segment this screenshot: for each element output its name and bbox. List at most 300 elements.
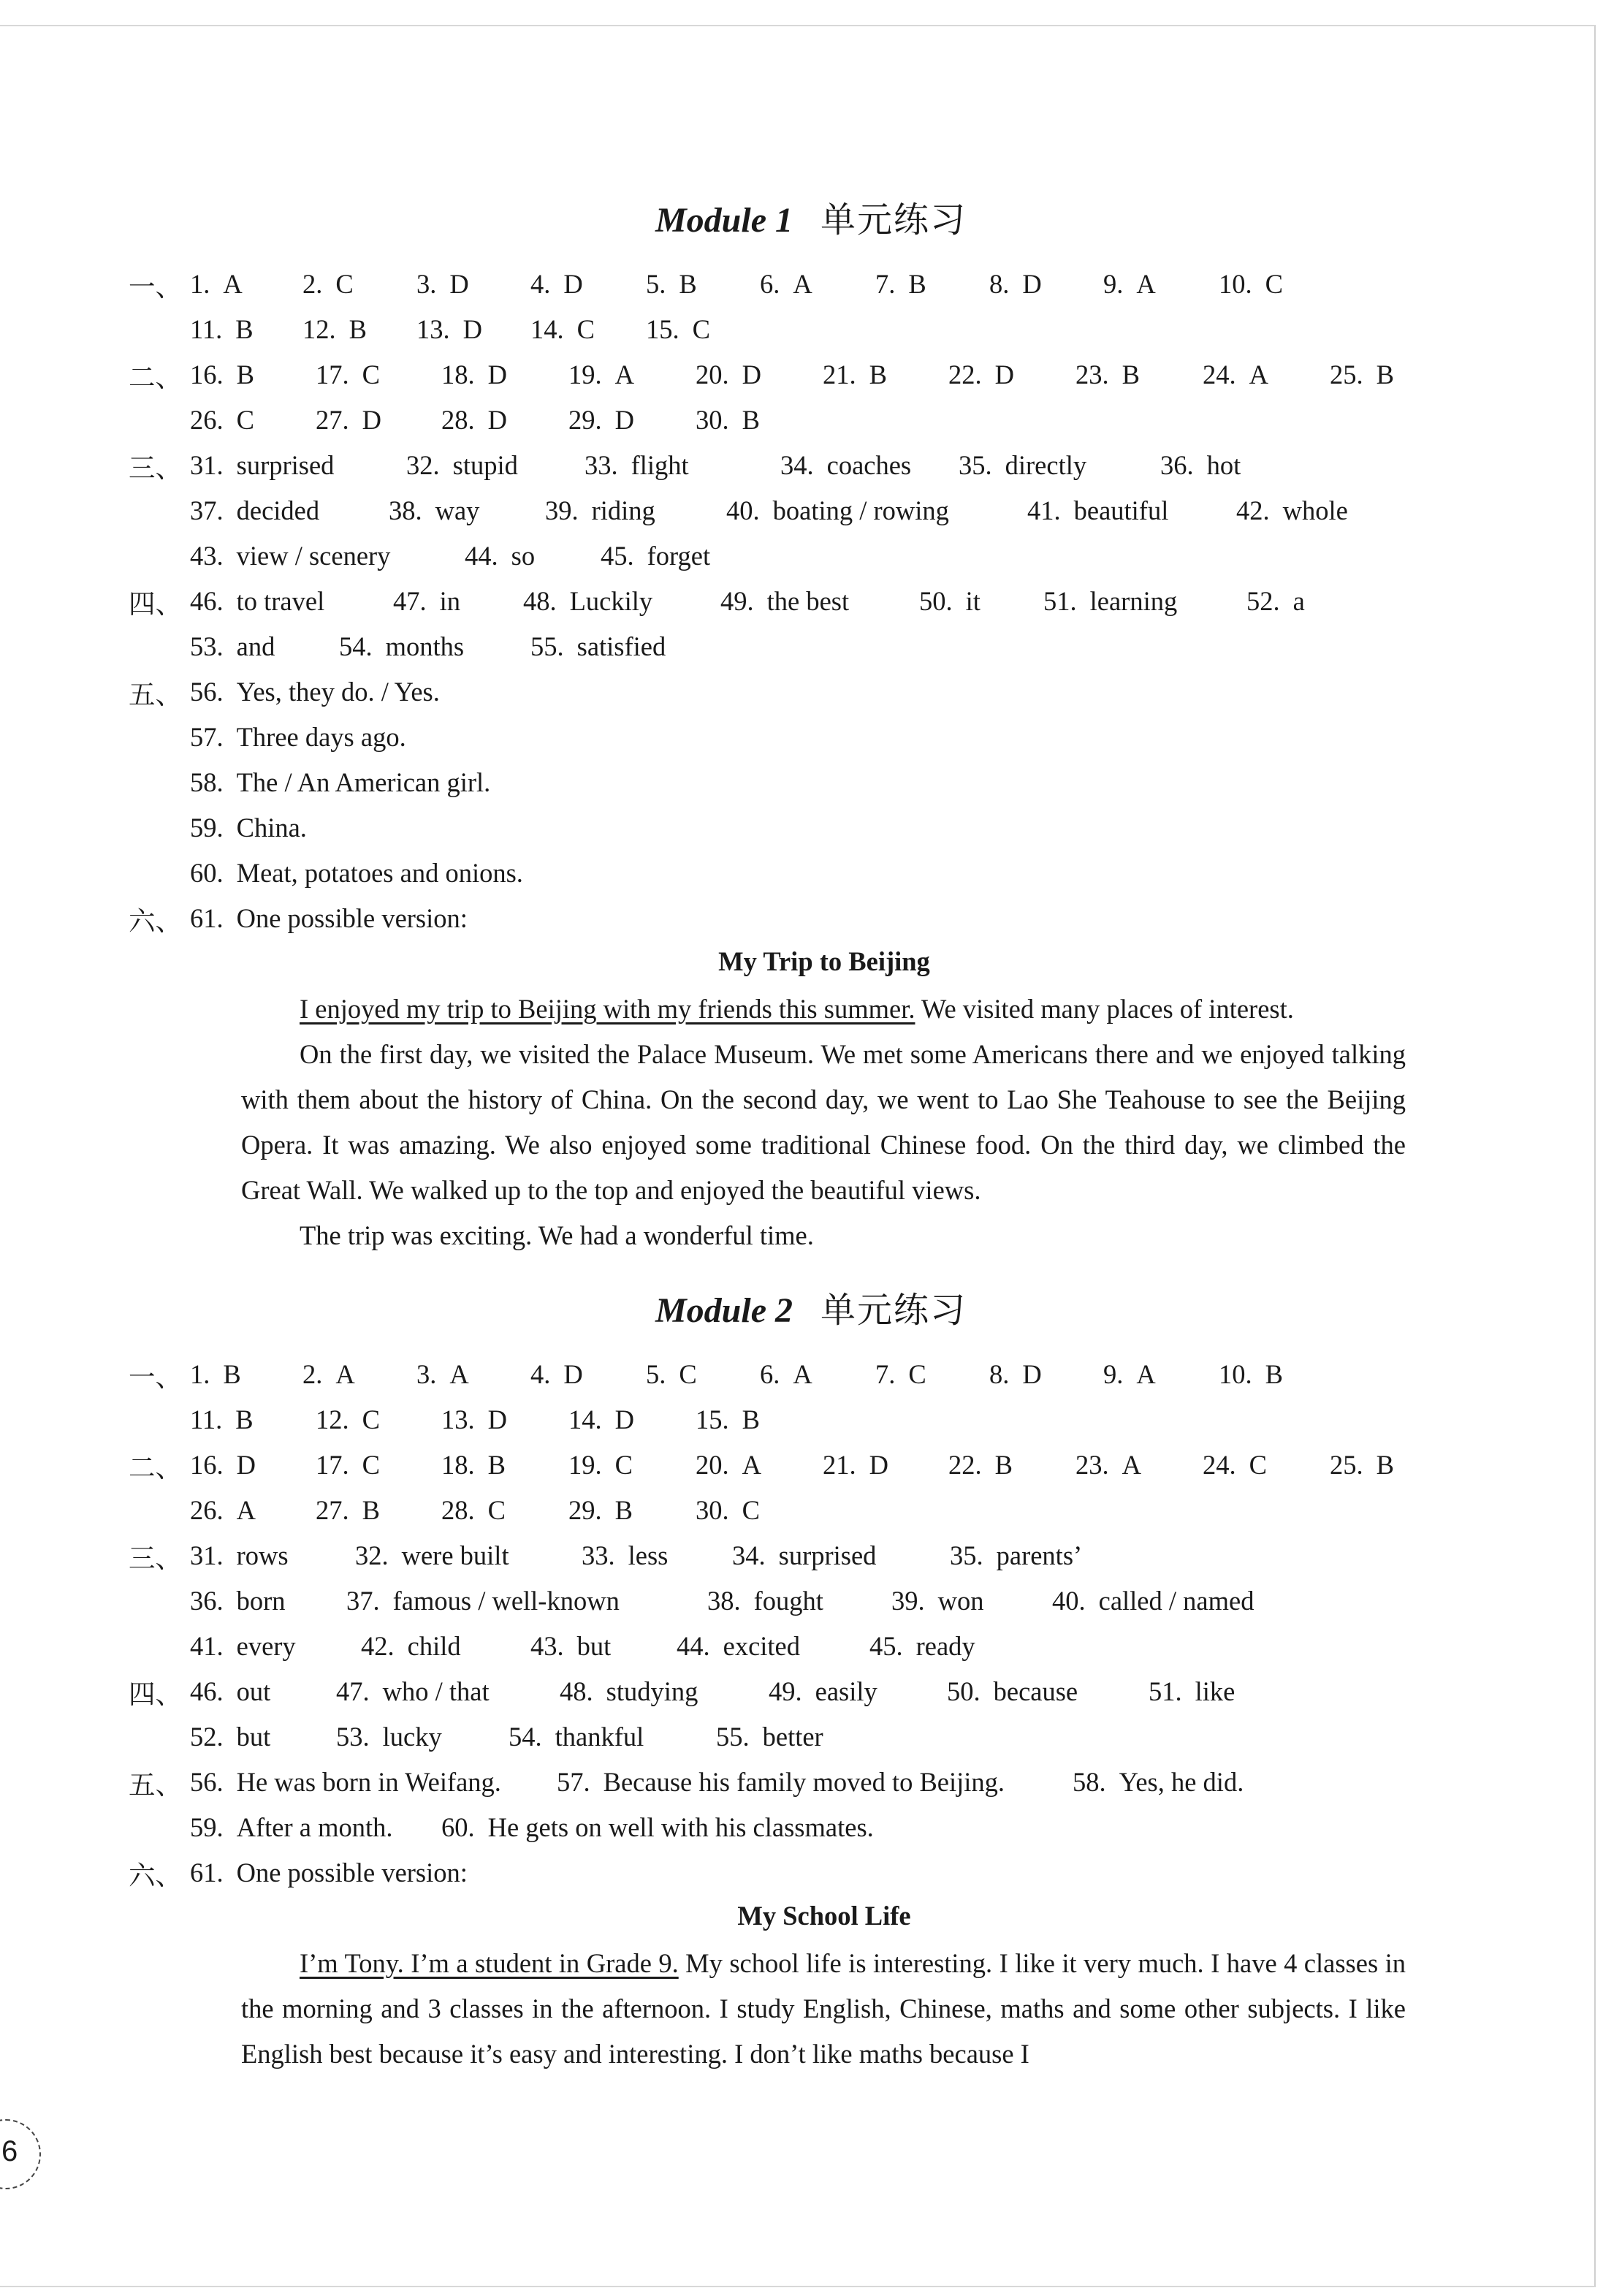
m2-s6-label: 61. One possible version: <box>190 1858 468 1888</box>
answer-text: lucky <box>382 1722 442 1752</box>
answer-text: stupid <box>452 450 518 480</box>
question-number: 38. <box>389 495 422 525</box>
m1-essay-p3: The trip was exciting. We had a wonderful time. <box>300 1220 814 1250</box>
question-number: 28. <box>441 405 475 435</box>
answer-text: A <box>223 269 243 299</box>
answer-text: better <box>762 1722 823 1752</box>
question-number: 60. <box>441 1812 475 1842</box>
question-number: 43. <box>530 1631 564 1661</box>
answer-item <box>677 1628 800 1665</box>
question-number: 49. <box>769 1676 802 1706</box>
answer-item <box>190 402 254 438</box>
answer-item <box>947 1673 1078 1710</box>
m2-section-4-marker: 四、 <box>129 1679 182 1709</box>
question-number: 17. <box>316 1450 349 1480</box>
answer-item <box>582 1537 668 1574</box>
answer-item <box>441 1402 507 1438</box>
question-number: 37. <box>190 495 224 525</box>
question-number: 14. <box>568 1404 602 1434</box>
question-number: 5. <box>646 269 666 299</box>
answer-item <box>190 266 243 303</box>
answer-text: B <box>362 1495 380 1525</box>
answer-item <box>190 1809 393 1846</box>
question-number: 13. <box>416 314 450 344</box>
answer-text: because <box>993 1676 1078 1706</box>
answer-text: D <box>487 360 507 389</box>
answer-item <box>1103 266 1156 303</box>
answer-text: The / An American girl. <box>236 767 491 797</box>
answer-item <box>823 1447 888 1483</box>
answer-text: B <box>349 314 367 344</box>
answer-item <box>530 628 666 665</box>
question-number: 38. <box>707 1586 741 1616</box>
m1-essay-p2: On the first day, we visited the Palace Museum. We met some Americans there and we enjoyed talking with them about the history of China. On the second day, we went to Lao She Teahouse to see the Beijing Opera. It was amazing. We also enjoyed some traditional Chinese food. On the third day, we climbed the Great Wall. We walked up to the top and enjoyed the beautiful views. <box>241 1039 1406 1205</box>
question-number: 50. <box>919 586 953 616</box>
question-number: 57. <box>557 1767 590 1797</box>
answer-item <box>869 1628 975 1665</box>
question-number: 41. <box>190 1631 224 1661</box>
answer-item <box>190 719 406 756</box>
answer-item <box>530 1356 583 1393</box>
answer-item <box>568 1402 634 1438</box>
answer-text: D <box>869 1450 888 1480</box>
question-number: 13. <box>441 1404 475 1434</box>
answer-text: A <box>1122 1450 1141 1480</box>
answer-item <box>302 311 367 348</box>
answer-item <box>696 357 761 393</box>
answer-text: in <box>439 586 461 616</box>
question-number: 18. <box>441 1450 475 1480</box>
answer-item <box>530 1628 611 1665</box>
m1-essay-p1: I enjoyed my trip to Beijing with my friends this summer. We visited many places of interest. <box>300 994 1294 1024</box>
m2-essay-title: My School Life <box>737 1901 911 1931</box>
answer-item <box>393 583 460 620</box>
m1-section-6-marker: 六、 <box>129 906 182 936</box>
m1-essay-title: My Trip to Beijing <box>718 946 930 976</box>
answer-item <box>823 357 887 393</box>
question-number: 26. <box>190 405 224 435</box>
answer-item <box>190 447 334 484</box>
answer-item <box>1052 1583 1254 1619</box>
answer-item <box>190 1402 254 1438</box>
answer-item <box>646 266 697 303</box>
answer-item <box>716 1719 823 1755</box>
answer-text: C <box>362 1404 380 1434</box>
question-number: 25. <box>1330 1450 1363 1480</box>
question-number: 33. <box>585 450 618 480</box>
answer-item <box>760 1356 812 1393</box>
question-number: 54. <box>509 1722 542 1752</box>
answer-text: Because his family moved to Beijing. <box>603 1767 1005 1797</box>
answer-item <box>568 1447 633 1483</box>
question-number: 16. <box>190 1450 224 1480</box>
answer-text: C <box>908 1359 926 1389</box>
question-number: 36. <box>190 1586 224 1616</box>
answer-text: months <box>385 631 465 661</box>
question-number: 3. <box>416 269 437 299</box>
question-number: 57. <box>190 722 224 752</box>
question-number: 4. <box>530 269 551 299</box>
answer-item <box>190 628 275 665</box>
question-number: 49. <box>720 586 754 616</box>
question-number: 34. <box>780 450 814 480</box>
answer-item <box>1219 1356 1283 1393</box>
question-number: 56. <box>190 677 224 707</box>
question-number: 9. <box>1103 1359 1124 1389</box>
question-number: 23. <box>1075 1450 1109 1480</box>
answer-item <box>732 1537 876 1574</box>
answer-text: were built <box>401 1540 509 1570</box>
question-number: 24. <box>1203 360 1236 389</box>
answer-item <box>416 266 469 303</box>
answer-item <box>948 357 1014 393</box>
answer-text: D <box>1022 1359 1042 1389</box>
answer-text: B <box>1376 360 1394 389</box>
question-number: 29. <box>568 1495 602 1525</box>
answer-item <box>190 1356 241 1393</box>
question-number: 59. <box>190 1812 224 1842</box>
question-number: 34. <box>732 1540 766 1570</box>
m2-section-5-marker: 五、 <box>129 1770 182 1800</box>
answer-item <box>568 357 634 393</box>
answer-item <box>416 311 482 348</box>
answer-text: boating / rowing <box>772 495 949 525</box>
question-number: 19. <box>568 360 602 389</box>
m2-section-1-marker: 一、 <box>129 1362 182 1392</box>
question-number: 58. <box>190 767 224 797</box>
answer-item <box>769 1673 877 1710</box>
m1-section-4-marker: 四、 <box>129 589 182 619</box>
answer-item <box>190 493 319 529</box>
answer-item <box>1073 1764 1244 1801</box>
question-number: 59. <box>190 813 224 843</box>
m1-section-5-marker: 五、 <box>129 680 182 710</box>
question-number: 53. <box>336 1722 370 1752</box>
answer-text: satisfied <box>576 631 666 661</box>
answer-text: riding <box>591 495 655 525</box>
answer-item <box>406 447 518 484</box>
answer-text: C <box>362 360 380 389</box>
answer-item <box>1203 357 1268 393</box>
answer-text: way <box>435 495 480 525</box>
answer-item <box>1075 357 1140 393</box>
answer-text: D <box>487 405 507 435</box>
question-number: 1. <box>190 1359 210 1389</box>
question-number: 1. <box>190 269 210 299</box>
answer-text: easily <box>815 1676 877 1706</box>
answer-text: D <box>563 269 583 299</box>
answer-item <box>959 447 1086 484</box>
answer-text: B <box>223 1359 241 1389</box>
answer-item <box>316 1447 380 1483</box>
answer-item <box>919 583 981 620</box>
answer-text: thankful <box>555 1722 644 1752</box>
answer-item <box>726 493 949 529</box>
answer-text: but <box>576 1631 612 1661</box>
answer-item <box>190 1583 286 1619</box>
answer-item <box>1103 1356 1156 1393</box>
answer-text: C <box>1265 269 1283 299</box>
question-number: 48. <box>523 586 557 616</box>
question-number: 53. <box>190 631 224 661</box>
answer-text: C <box>679 1359 697 1389</box>
answer-item <box>190 1447 256 1483</box>
answer-item <box>696 1447 761 1483</box>
question-number: 28. <box>441 1495 475 1525</box>
question-number: 32. <box>355 1540 389 1570</box>
answer-text: beautiful <box>1073 495 1169 525</box>
question-number: 5. <box>646 1359 666 1389</box>
answer-text: coaches <box>826 450 912 480</box>
question-number: 9. <box>1103 269 1124 299</box>
question-number: 19. <box>568 1450 602 1480</box>
question-number: 58. <box>1073 1767 1106 1797</box>
answer-text: view / scenery <box>236 541 391 571</box>
answer-item <box>1219 266 1283 303</box>
question-number: 55. <box>716 1722 750 1752</box>
answer-text: out <box>236 1676 271 1706</box>
question-number: 46. <box>190 586 224 616</box>
answer-text: it <box>965 586 981 616</box>
answer-item <box>1330 1447 1394 1483</box>
answer-text: D <box>614 405 634 435</box>
answer-item <box>190 764 490 801</box>
question-number: 46. <box>190 1676 224 1706</box>
question-number: 6. <box>760 269 780 299</box>
m1-s6-label: 61. One possible version: <box>190 903 468 933</box>
answer-item <box>190 357 254 393</box>
answer-item <box>760 266 812 303</box>
answer-text: decided <box>236 495 320 525</box>
question-number: 31. <box>190 1540 224 1570</box>
question-number: 54. <box>339 631 373 661</box>
answer-item <box>441 1809 874 1846</box>
answer-text: D <box>742 360 761 389</box>
question-number: 35. <box>950 1540 983 1570</box>
answer-text: B <box>235 314 254 344</box>
question-number: 48. <box>560 1676 593 1706</box>
answer-item <box>355 1537 509 1574</box>
answer-item <box>190 538 390 574</box>
answer-text: A <box>236 1495 256 1525</box>
answer-item <box>465 538 535 574</box>
answer-item <box>336 1673 490 1710</box>
answer-text: B <box>1376 1450 1394 1480</box>
answer-text: born <box>236 1586 286 1616</box>
question-number: 40. <box>726 495 760 525</box>
answer-text: Luckily <box>569 586 653 616</box>
answer-text: D <box>563 1359 583 1389</box>
question-number: 16. <box>190 360 224 389</box>
answer-text: called / named <box>1098 1586 1254 1616</box>
answer-text: D <box>236 1450 256 1480</box>
question-number: 22. <box>948 360 982 389</box>
answer-text: hot <box>1206 450 1241 480</box>
answer-text: B <box>236 360 254 389</box>
answer-text: parents’ <box>996 1540 1083 1570</box>
question-number: 11. <box>190 314 223 344</box>
answer-item <box>190 1628 296 1665</box>
question-number: 50. <box>947 1676 981 1706</box>
answer-item <box>346 1583 620 1619</box>
answer-item <box>557 1764 1005 1801</box>
answer-item <box>1075 1447 1141 1483</box>
answer-text: studying <box>606 1676 698 1706</box>
question-number: 29. <box>568 405 602 435</box>
m1-section-3-marker: 三、 <box>129 453 182 483</box>
question-number: 4. <box>530 1359 551 1389</box>
question-number: 40. <box>1052 1586 1086 1616</box>
m2-essay-p1: I’m Tony. I’m a student in Grade 9. My school life is interesting. I like it very much. I have 4 classes in the morning and 3 classes in the afternoon. I study English, Chinese, maths and some other subjects. I like English best because it’s easy and interesting. I don’t like maths because I <box>241 1948 1406 2069</box>
answer-item <box>720 583 849 620</box>
question-number: 42. <box>1236 495 1270 525</box>
answer-item <box>190 674 440 710</box>
answer-text: A <box>335 1359 355 1389</box>
answer-text: C <box>335 269 354 299</box>
answer-item <box>190 583 324 620</box>
question-number: 35. <box>959 450 992 480</box>
answer-item <box>696 1492 760 1529</box>
answer-item <box>568 402 634 438</box>
question-number: 26. <box>190 1495 224 1525</box>
answer-text: B <box>487 1450 506 1480</box>
answer-item <box>891 1583 983 1619</box>
question-number: 44. <box>677 1631 710 1661</box>
question-number: 51. <box>1043 586 1077 616</box>
answer-item <box>989 1356 1042 1393</box>
answer-item <box>1330 357 1394 393</box>
question-number: 27. <box>316 1495 349 1525</box>
answer-text: B <box>679 269 697 299</box>
answer-item <box>1149 1673 1235 1710</box>
question-number: 45. <box>869 1631 903 1661</box>
answer-text: surprised <box>236 450 335 480</box>
answer-text: won <box>937 1586 984 1616</box>
question-number: 15. <box>696 1404 729 1434</box>
answer-item <box>316 402 381 438</box>
answer-item <box>696 1402 760 1438</box>
answer-item <box>1160 447 1241 484</box>
question-number: 23. <box>1075 360 1109 389</box>
answer-text: C <box>742 1495 760 1525</box>
answer-text: A <box>1136 1359 1156 1389</box>
answer-item <box>568 1492 633 1529</box>
answer-text: Meat, potatoes and onions. <box>236 858 523 888</box>
question-number: 7. <box>875 269 896 299</box>
answer-item <box>316 1402 380 1438</box>
answer-text: D <box>1022 269 1042 299</box>
answer-text: C <box>1249 1450 1267 1480</box>
question-number: 30. <box>696 1495 729 1525</box>
answer-text: whole <box>1282 495 1348 525</box>
answer-text: learning <box>1089 586 1178 616</box>
answer-text: Yes, they do. / Yes. <box>236 677 440 707</box>
answer-text: forget <box>647 541 711 571</box>
answer-item <box>875 1356 926 1393</box>
question-number: 43. <box>190 541 224 571</box>
question-number: 32. <box>406 450 440 480</box>
question-number: 11. <box>190 1404 223 1434</box>
answer-item <box>336 1719 442 1755</box>
question-number: 55. <box>530 631 564 661</box>
question-number: 47. <box>393 586 427 616</box>
answer-text: China. <box>236 813 307 843</box>
answer-text: D <box>449 269 469 299</box>
answer-item <box>948 1447 1013 1483</box>
answer-text: D <box>994 360 1014 389</box>
question-number: 30. <box>696 405 729 435</box>
answer-item <box>416 1356 469 1393</box>
answer-item <box>389 493 479 529</box>
module-1-title: Module 1 单元练习 <box>655 201 967 240</box>
question-number: 39. <box>545 495 579 525</box>
answer-item <box>190 810 307 846</box>
answer-text: He gets on well with his classmates. <box>487 1812 874 1842</box>
question-number: 25. <box>1330 360 1363 389</box>
answer-text: every <box>236 1631 296 1661</box>
answer-text: C <box>692 314 710 344</box>
question-number: 37. <box>346 1586 380 1616</box>
answer-text: so <box>511 541 536 571</box>
answer-text: C <box>362 1450 380 1480</box>
question-number: 45. <box>601 541 634 571</box>
m1-section-2-marker: 二、 <box>129 362 182 392</box>
question-number: 17. <box>316 360 349 389</box>
answer-item <box>302 266 354 303</box>
answer-text: A <box>742 1450 761 1480</box>
answer-item <box>1246 583 1305 620</box>
answer-item <box>190 311 254 348</box>
answer-item <box>560 1673 698 1710</box>
answer-text: B <box>869 360 887 389</box>
question-number: 6. <box>760 1359 780 1389</box>
answer-item <box>190 1764 501 1801</box>
answer-item <box>190 1673 270 1710</box>
question-number: 47. <box>336 1676 370 1706</box>
answer-text: the best <box>766 586 850 616</box>
answer-item <box>441 357 507 393</box>
answer-item <box>190 1537 289 1574</box>
answer-item <box>441 402 507 438</box>
answer-text: excited <box>723 1631 801 1661</box>
answer-text: less <box>628 1540 669 1570</box>
answer-item <box>989 266 1042 303</box>
answer-text: B <box>235 1404 254 1434</box>
answer-text: D <box>614 1404 634 1434</box>
answer-item <box>190 1719 270 1755</box>
question-number: 7. <box>875 1359 896 1389</box>
question-number: 8. <box>989 1359 1010 1389</box>
question-number: 14. <box>530 314 564 344</box>
m1-section-1-marker: 一、 <box>129 272 182 302</box>
answer-item <box>646 1356 697 1393</box>
answer-text: D <box>487 1404 507 1434</box>
question-number: 2. <box>302 1359 323 1389</box>
answer-item <box>190 855 523 892</box>
answer-text: C <box>614 1450 633 1480</box>
answer-item <box>1043 583 1177 620</box>
answer-text: B <box>1265 1359 1283 1389</box>
answer-item <box>585 447 689 484</box>
question-number: 21. <box>823 360 856 389</box>
answer-item <box>530 266 583 303</box>
question-number: 33. <box>582 1540 615 1570</box>
answer-item <box>950 1537 1082 1574</box>
answer-item <box>441 1447 506 1483</box>
answer-text: surprised <box>778 1540 877 1570</box>
answer-item <box>875 266 926 303</box>
answer-text: He was born in Weifang. <box>236 1767 501 1797</box>
